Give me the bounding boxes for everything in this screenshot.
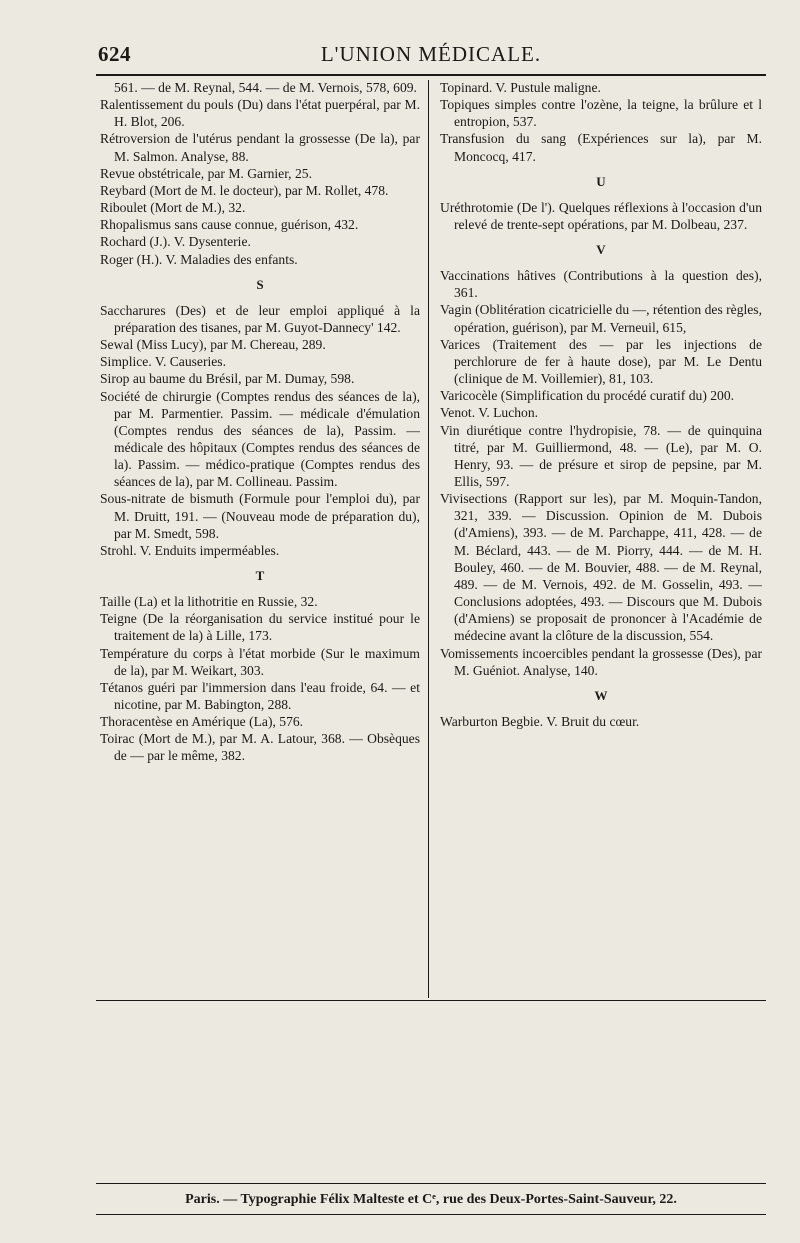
index-entry: Sous-nitrate de bismuth (Formule pour l'emploi du), par M. Druitt, 191. — (Nouveau mode de préparation du), par M. Smedt, 598. [100, 491, 420, 541]
index-entry: Strohl. V. Enduits imperméables. [100, 542, 280, 558]
index-entry: Ralentissement du pouls (Du) dans l'état puerpéral, par M. H. Blot, 206. [100, 97, 420, 130]
index-entry: Reybard (Mort de M. le docteur), par M. Rollet, 478. [100, 182, 389, 198]
page-header [96, 36, 766, 70]
index-entry: Température du corps à l'état morbide (Sur le maximum de la), par M. Weikart, 303. [100, 645, 420, 678]
index-entry: Warburton Begbie. V. Bruit du cœur. [440, 713, 640, 729]
index-entry: Vagin (Oblitération cicatricielle du —, rétention des règles, opération, guérison), par M. Verneuil, 615, [440, 302, 762, 335]
index-entry: Riboulet (Mort de M.), 32. [100, 200, 246, 216]
left-column [100, 79, 420, 765]
section-letter: U [596, 173, 606, 189]
index-entry: Rhopalismus sans cause connue, guérison, 432. [100, 217, 359, 233]
index-entry: Vin diurétique contre l'hydropisie, 78. — de quinquina titré, par M. Guilliermond, 48. — (Le), par M. O. Henry, 93. — de présure et sirop de pepsine, par M. Ellis, 597. [440, 422, 762, 489]
index-entry: Sirop au baume du Brésil, par M. Dumay, 598. [100, 371, 355, 387]
index-entry: Taille (La) et la lithotritie en Russie, 32. [100, 594, 318, 610]
section-letter: W [594, 687, 608, 703]
index-entry: Varices (Traitement des — par les injections de perchlorure de fer à haute dose), par M. Le Dentu (clinique de M. Voillemier), 81, 103. [440, 336, 762, 387]
index-entry: Topinard. V. Pustule maligne. [440, 80, 601, 95]
section-letter: T [255, 568, 265, 584]
section-end-rule [96, 1000, 766, 1001]
index-entry: Tétanos guéri par l'immersion dans l'eau froide, 64. — et nicotine, par M. Babington, 288. [100, 679, 420, 712]
index-entry: Venot. V. Luchon. [440, 405, 539, 421]
printer-imprint: Paris. — Typographie Félix Malteste et Cᵉ, rue des Deux-Portes-Saint-Sauveur, 22. [185, 1192, 677, 1207]
index-entry: Transfusion du sang (Expériences sur la), par M. Moncocq, 417. [440, 131, 762, 164]
section-letter: S [256, 276, 264, 292]
index-entry: Rétroversion de l'utérus pendant la grossesse (De la), par M. Salmon. Analyse, 88. [100, 131, 420, 164]
index-entry: Toirac (Mort de M.), par M. A. Latour, 368. — Obsèques de — par le même, 382. [100, 731, 420, 764]
column-divider [428, 80, 429, 998]
index-entry: Topiques simples contre l'ozène, la teigne, la brûlure et l entropion, 537. [440, 97, 762, 130]
index-entry: Simplice. V. Causeries. [100, 354, 226, 370]
section-letter: V [596, 242, 606, 258]
index-entry: Sewal (Miss Lucy), par M. Chereau, 289. [100, 337, 326, 353]
page-number: 624 [98, 42, 131, 66]
index-entry: Thoracentèse en Amérique (La), 576. [100, 714, 304, 730]
index-entry: Vomissements incoercibles pendant la grossesse (Des), par M. Guéniot. Analyse, 140. [440, 645, 762, 678]
index-entry: Rochard (J.). V. Dysenterie. [100, 234, 251, 250]
header-rule [96, 74, 766, 76]
footer-bottom-rule [96, 1214, 766, 1215]
index-entry: Société de chirurgie (Comptes rendus des séances de la), par M. Parmentier. Passim. — médicale d'émulation (Comptes rendus des séances de la), Passim. — médicale des hôpitaux (Comptes rendus des séances de la). Passim. — médico-pratique (Comptes rendus des séances de la), par M. Collineau. Passim. [100, 388, 420, 490]
index-entry: Vaccinations hâtives (Contributions à la question des), 361. [440, 268, 762, 301]
index-entry: Saccharures (Des) et de leur emploi appliqué à la préparation des tisanes, par M. Guyot-Dannecy' 142. [100, 302, 420, 335]
running-title: L'UNION MÉDICALE. [320, 42, 542, 66]
index-entry: Vivisections (Rapport sur les), par M. Moquin-Tandon, 321, 339. — Discussion. Opinion de M. Dubois (d'Amiens), 393. — de M. Parchappe, 411, 428. — de M. Béclard, 443. — de M. Piorry, 444. — de M. H. Bouley, 460. — de M. Bouvier, 488. — de M. Reynal, 489. — de M. Vernois, 492. de M. Gosselin, 493. — Conclusions adoptées, 493. — Discours que M. Dubois (d'Amiens) se proposait de prononcer à l'Académie de médecine avant la clôture de la discussion, 554. [440, 491, 762, 644]
index-entry: Teigne (De la réorganisation du service institué pour le traitement de la) à Lille, 173. [100, 611, 420, 644]
index-entry: Uréthrotomie (De l'). Quelques réflexions à l'occasion d'un relevé de trente-sept opérations, par M. Dolbeau, 237. [440, 199, 762, 232]
index-entry: 561. — de M. Reynal, 544. — de M. Vernois, 578, 609. [114, 80, 417, 95]
index-entry: Varicocèle (Simplification du procédé curatif du) 200. [440, 388, 735, 404]
footer-top-rule [96, 1183, 766, 1184]
index-entry: Roger (H.). V. Maladies des enfants. [100, 251, 298, 267]
right-column [440, 79, 762, 730]
index-entry: Revue obstétricale, par M. Garnier, 25. [100, 165, 312, 181]
